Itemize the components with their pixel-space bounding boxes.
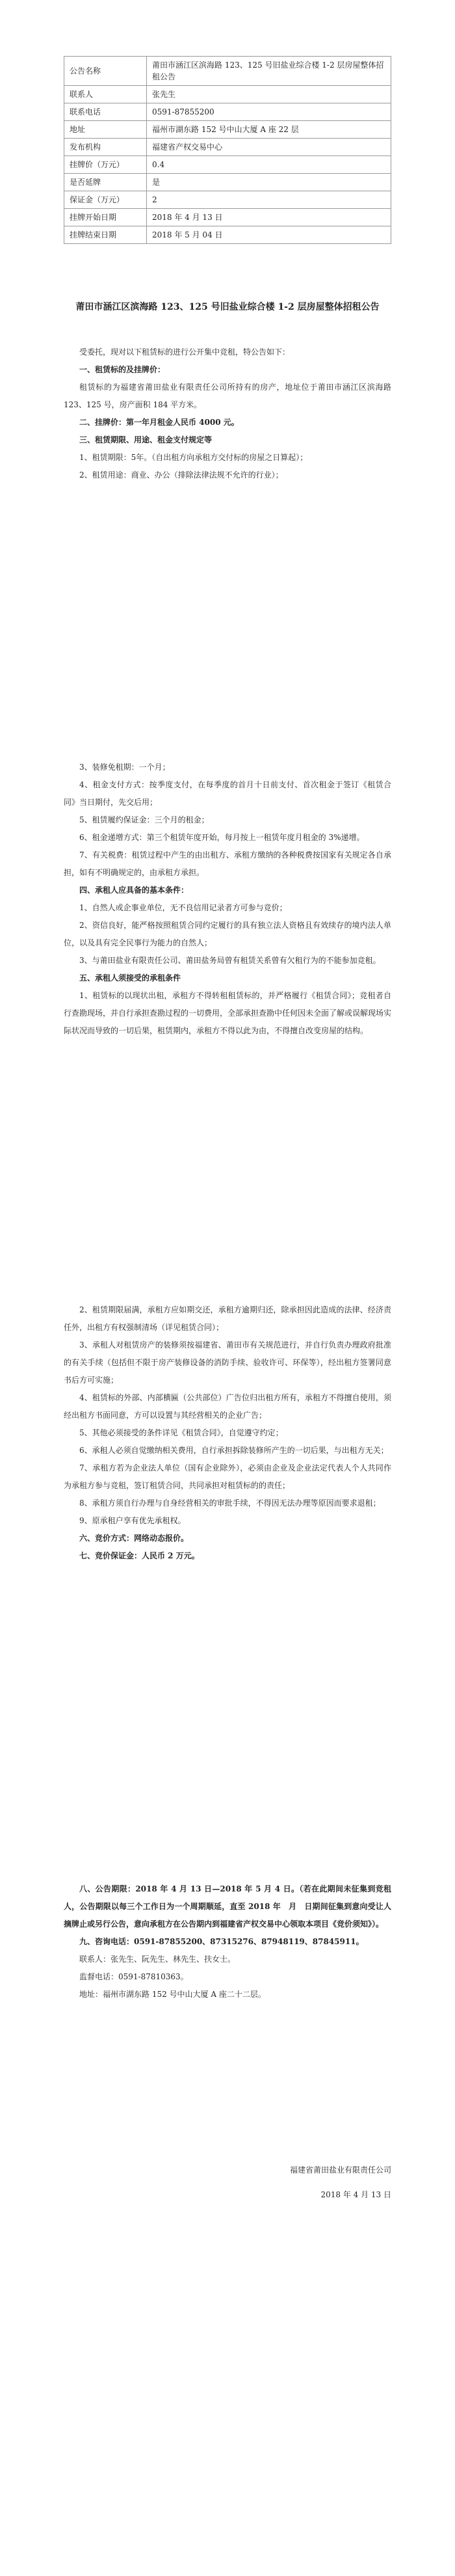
info-row — [64, 191, 391, 209]
paragraph: 3、装修免租期：一个月； — [79, 763, 170, 772]
info-label: 地址 — [64, 121, 147, 139]
doc-block-1 — [64, 344, 391, 484]
paragraph: 2、租赁期限届满，承租方应如期交还，承租方逾期归还，除承担因此造成的法律、经济责任外，出租方有权强制清场（详见租赁合同）； — [64, 1305, 391, 1332]
info-value: 0591-87855200 — [147, 103, 391, 121]
section-heading: 七、竞价保证金：人民币 2 万元。 — [79, 1551, 200, 1560]
info-row — [64, 103, 391, 121]
info-value: 福建省产权交易中心 — [147, 139, 391, 156]
info-row — [64, 86, 391, 103]
info-value: 0.4 — [147, 156, 391, 174]
paragraph: 8、承租方须自行办理与自身经营相关的审批手续，不得因无法办理等原因而要求退租； — [79, 1498, 381, 1508]
section-heading: 五、承租人须接受的承租条件 — [79, 973, 181, 983]
info-label: 保证金（万元） — [64, 191, 147, 209]
paragraph: 1、自然人或企事业单位，无不良信用记录者方可参与竞价； — [79, 903, 287, 912]
doc-block-3 — [64, 1301, 391, 1565]
paragraph: 4、租金支付方式：按季度支付，在每季度的首月十日前支付、首次租金于签订《租赁合同》当日期付，先交后用； — [64, 780, 391, 807]
info-label: 联系电话 — [64, 103, 147, 121]
info-label: 挂牌价（万元） — [64, 156, 147, 174]
info-row — [64, 156, 391, 174]
section-heading: 九、咨询电话：0591-87855200、87315276、87948119、87845911。 — [79, 1937, 364, 1946]
section-heading: 八、公告期限：2018 年 4 月 13 日—2018 年 5 月 4 日。（若在此期间未征集到竞租人，公告期限以每三个工作日为一个周期顺延，直至 2018 年 月 日期间征集到意向受让人摘牌止或另行公告，意向承租方在公告期内到福建省产权交易中心领取本项目《竞价须知》）。 — [64, 1884, 391, 1929]
paragraph: 5、其他必须接受的条件详见《租赁合同》，自觉遵守约定； — [79, 1428, 283, 1437]
paragraph: 7、承租方若为企业法人单位（国有企业除外），必须由企业及企业法定代表人个人共同作为承租方参与竞租，签订租赁合同，共同承担对租赁标的的责任； — [64, 1463, 391, 1490]
doc-title: 莆田市涵江区滨海路 123、125 号旧盐业综合楼 1-2 层房屋整体招租公告 — [75, 302, 380, 312]
paragraph: 3、与莆田盐业有限责任公司、莆田盐务局曾有租赁关系曾有欠租行为的不能参加竞租。 — [79, 956, 381, 965]
paragraph: 租赁标的为福建省莆田盐业有限责任公司所持有的房产，地址位于莆田市涵江区滨海路 123、125 号，房产面积 184 平方米。 — [64, 383, 391, 409]
info-row — [64, 174, 391, 191]
paragraph: 4、租赁标的外部、内部横匾（公共部位）广告位归出租方所有，承租方不得擅自使用，须经出租方书面同意，方可以设置与其经营相关的企业广告； — [64, 1393, 391, 1420]
section-heading: 三、租赁期限、用途、租金支付规定等 — [79, 435, 213, 444]
info-row — [64, 139, 391, 156]
paragraph: 2、租赁用途：商业、办公（排除法律法规不允许的行业）； — [79, 470, 283, 480]
section-heading: 二、挂牌价：第一年月租金人民币 4000 元。 — [79, 418, 239, 427]
info-value: 2 — [147, 191, 391, 209]
paragraph: 6、承租人必须自觉缴纳相关费用，自行承担拆除装修所产生的一切后果，与出租方无关； — [79, 1446, 389, 1455]
paragraph: 受委托，现对以下租赁标的进行公开集中竞租，特公告如下： — [79, 347, 291, 357]
paragraph: 3、承租人对租赁房产的装修须按福建省、莆田市有关规范进行，并自行负责办理政府批准的有关手续（包括但不限于房产装修设备的消防手续、验收许可、环保等），经出租方签署同意书后方可实施； — [64, 1340, 391, 1385]
paragraph: 联系人：张先生、阮先生、林先生、扶女士。 — [79, 1955, 236, 1964]
info-row — [64, 121, 391, 139]
info-value: 张先生 — [147, 86, 391, 103]
paragraph: 监督电话：0591-87810363。 — [79, 1972, 188, 1981]
info-value: 莆田市涵江区滨海路 123、125 号旧盐业综合楼 1-2 层房屋整体招租公告 — [147, 57, 391, 86]
doc-block-2 — [64, 759, 391, 1040]
info-label: 联系人 — [64, 86, 147, 103]
info-label: 发布机构 — [64, 139, 147, 156]
info-label: 挂牌结束日期 — [64, 226, 147, 244]
section-heading: 四、承租人应具备的基本条件： — [79, 886, 189, 895]
paragraph: 1、租赁期限：5年。（自出租方向承租方交付标的房屋之日算起）； — [79, 453, 308, 462]
section-heading: 六、竞价方式：网络动态报价。 — [79, 1534, 189, 1543]
info-row — [64, 226, 391, 244]
paragraph: 6、租金递增方式：第三个租赁年度开始，每月按上一租赁年度月租金的 3%递增。 — [79, 833, 365, 842]
info-label: 公告名称 — [64, 57, 147, 86]
info-value: 2018 年 4 月 13 日 — [147, 209, 391, 226]
signer: 福建省莆田盐业有限责任公司 — [289, 2165, 391, 2175]
info-row — [64, 209, 391, 226]
sign-date: 2018 年 4 月 13 日 — [320, 2190, 391, 2199]
section-heading: 一、租赁标的及挂牌价： — [79, 365, 166, 374]
info-label: 挂牌开始日期 — [64, 209, 147, 226]
paragraph: 2、资信良好，能严格按照租赁合同约定履行的具有独立法人资格且有效续存的境内法人单位，以及具有完全民事行为能力的自然人； — [64, 921, 391, 947]
paragraph: 1、租赁标的以现状出租，承租方不得转租租赁标的，并严格履行《租赁合同》；竞租者自行查勘现场，并自行承担查勘过程的一切费用，全部承担查勘中任何因未全面了解或误解现场实际状况而导致的一切后果，租赁期内，承租方不得以此为由，不得擅自改变房屋的结构。 — [64, 991, 392, 1035]
info-value: 是 — [147, 174, 391, 191]
info-value: 2018 年 5 月 04 日 — [147, 226, 391, 244]
info-table — [64, 56, 391, 244]
paragraph: 7、有关税费：租赁过程中产生的由出租方、承租方缴纳的各种税费按国家有关规定各自承担，如有不明确规定的，由承租方承担。 — [64, 850, 391, 877]
paragraph: 5、租赁履约保证金：三个月的租金； — [79, 815, 209, 824]
info-label: 是否延牌 — [64, 174, 147, 191]
doc-block-4 — [64, 1880, 391, 2003]
paragraph: 地址：福州市湖东路 152 号中山大厦 A 座二十二层。 — [79, 1990, 266, 1999]
info-value: 福州市湖东路 152 号中山大厦 A 座 22 层 — [147, 121, 391, 139]
info-row — [64, 57, 391, 86]
paragraph: 9、原承租户享有优先承租权。 — [79, 1516, 186, 1525]
